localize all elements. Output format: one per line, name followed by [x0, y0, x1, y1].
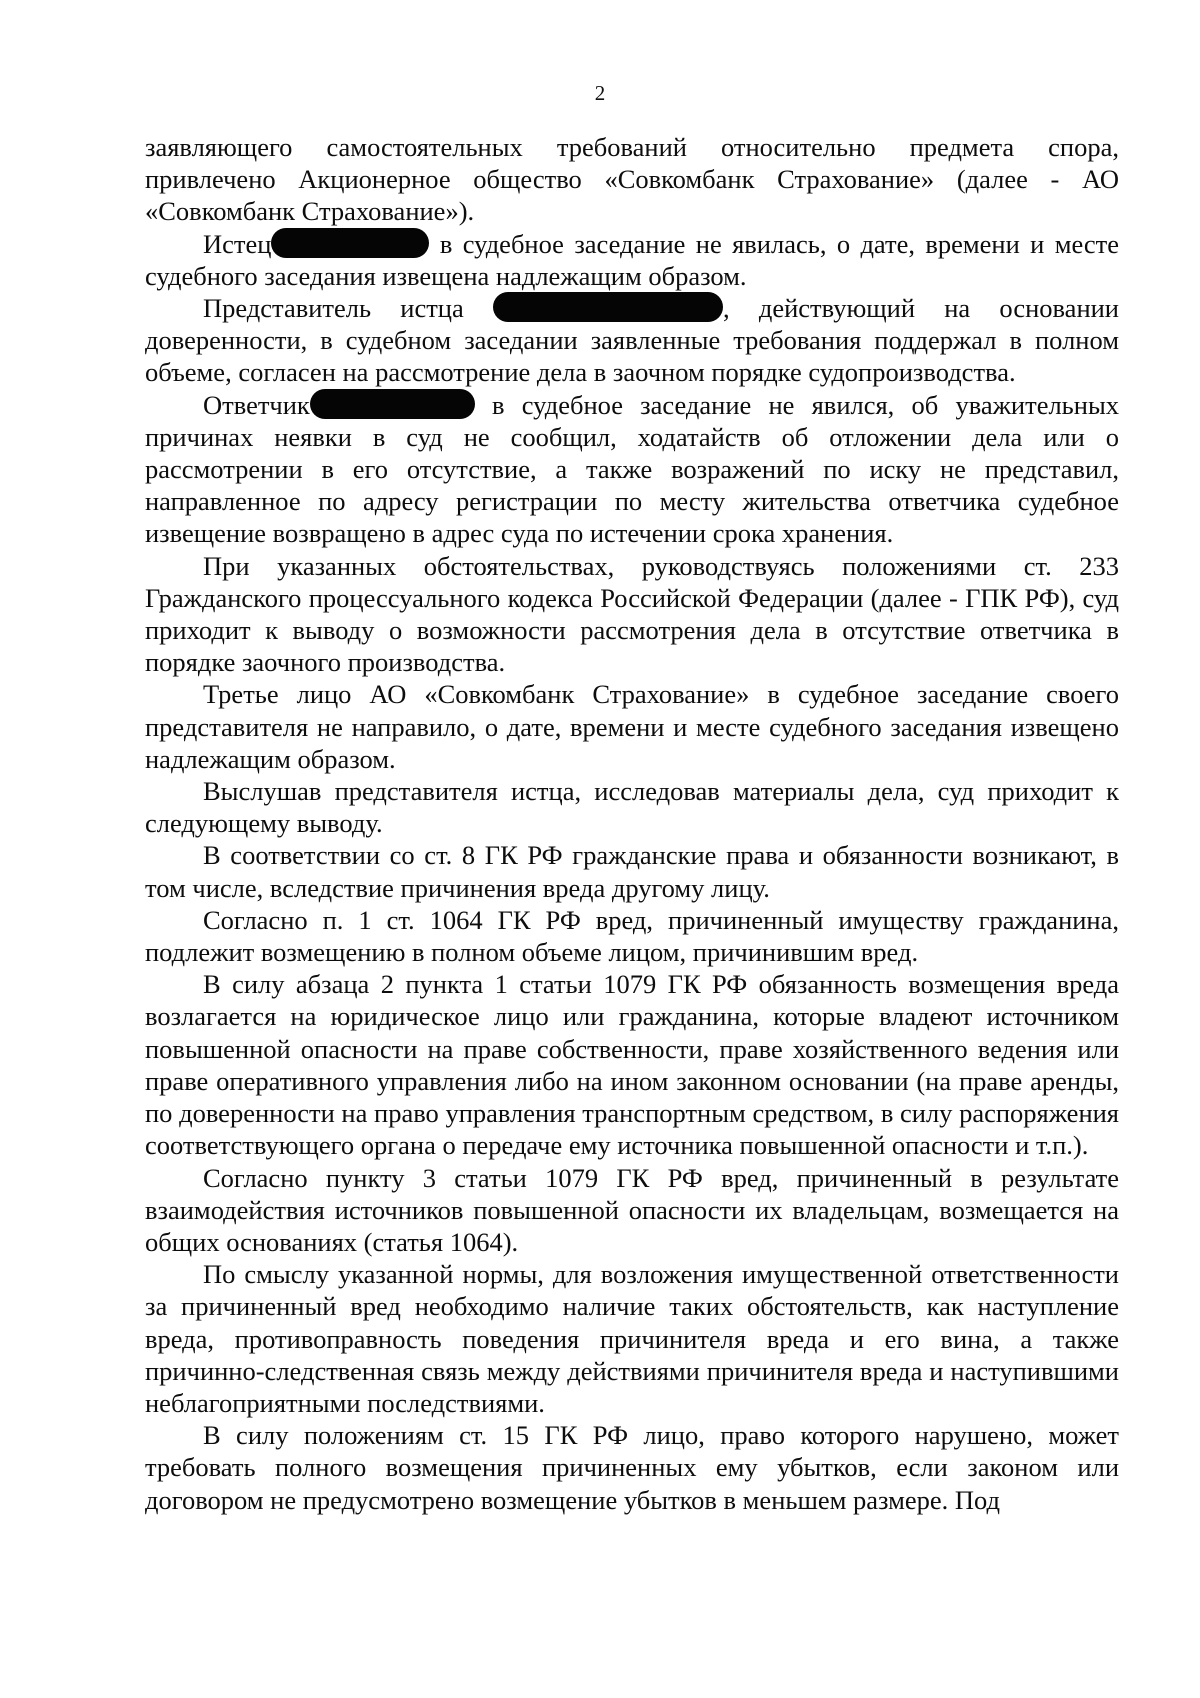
document-body [145, 131, 1119, 1516]
paragraph-default-judgment: При указанных обстоятельствах, руководствуясь положениями ст. 233 Гражданского процессуального кодекса Российской Федерации (далее - ГПК РФ), суд приходит к выводу о возможности рассмотрения дела в отсутствие ответчика в порядке заочного производства. [145, 550, 1119, 678]
page-number: 2 [594, 81, 606, 105]
paragraph-representative-lead: Представитель истца [203, 293, 493, 324]
paragraph-defendant [145, 389, 1119, 550]
paragraph-plaintiff-lead: Истец [203, 228, 272, 259]
paragraph-plaintiff [145, 228, 1119, 292]
redaction-defendant-name [310, 389, 475, 419]
paragraph-court-conclusion: Выслушав представителя истца, исследовав материалы дела, суд приходит к следующему выводу. [145, 776, 1119, 839]
paragraph-article-15: В силу положениям ст. 15 ГК РФ лицо, право которого нарушено, может требовать полного возмещения причиненных ему убытков, если законом или договором не предусмотрено возмещение убытков в меньшем размере. Под [145, 1420, 1119, 1515]
redaction-representative-name [493, 292, 723, 322]
paragraph-article-8: В соответствии со ст. 8 ГК РФ гражданские права и обязанности возникают, в том числе, вследствие причинения вреда другому лицу. [145, 840, 1119, 903]
redaction-plaintiff-name [271, 228, 429, 258]
paragraph-article-1079-p3: Согласно пункту 3 статьи 1079 ГК РФ вред, причиненный в результате взаимодействия источников повышенной опасности их владельцам, возмещается на общих основаниях (статья 1064). [145, 1162, 1119, 1257]
paragraph-third-party-absence: Третье лицо АО «Совкомбанк Страхование» в судебное заседание своего представителя не направило, о дате, времени и месте судебного заседания извещено надлежащим образом. [145, 679, 1119, 774]
paragraph-representative-text: , действующий на основании доверенности, в судебном заседании заявленные требования поддержал в полном объеме, согласен на рассмотрение дела в заочном порядке судопроизводства. [145, 293, 1119, 388]
paragraph-defendant-lead: Ответчик [203, 389, 310, 420]
paragraph-defendant-text: в судебное заседание не явился, об уважительных причинах неявки в суд не сообщил, ходатайств об отложении дела или о рассмотрении в его отсутствие, а также возражений по иску не представил, направленное по адресу регистрации по месту жительства ответчика судебное извещение возвращено в адрес суда по истечении срока хранения. [145, 389, 1119, 549]
paragraph-third-party: заявляющего самостоятельных требований относительно предмета спора, привлечено Акционерное общество «Совкомбанк Страхование» (далее - АО «Совкомбанк Страхование»). [145, 132, 1119, 227]
paragraph-plaintiff-text: в судебное заседание не явилась, о дате, времени и месте судебного заседания извещена надлежащим образом. [145, 228, 1119, 291]
paragraph-article-1079-p1: В силу абзаца 2 пункта 1 статьи 1079 ГК РФ обязанность возмещения вреда возлагается на юридическое лицо или гражданина, которые владеют источником повышенной опасности на праве собственности, праве хозяйственного ведения или праве оперативного управления либо на ином законном основании (на праве аренды, по доверенности на право управления транспортным средством, в силу распоряжения соответствующего органа о передаче ему источника повышенной опасности и т.п.). [145, 969, 1119, 1161]
paragraph-liability-conditions: По смыслу указанной нормы, для возложения имущественной ответственности за причиненный вред необходимо наличие таких обстоятельств, как наступление вреда, противоправность поведения причинителя вреда и его вина, а также причинно-следственная связь между действиями причинителя вреда и наступившими неблагоприятными последствиями. [145, 1259, 1119, 1418]
paragraph-representative [145, 292, 1119, 389]
paragraph-article-1064: Согласно п. 1 ст. 1064 ГК РФ вред, причиненный имуществу гражданина, подлежит возмещению в полном объеме лицом, причинившим вред. [145, 904, 1119, 968]
